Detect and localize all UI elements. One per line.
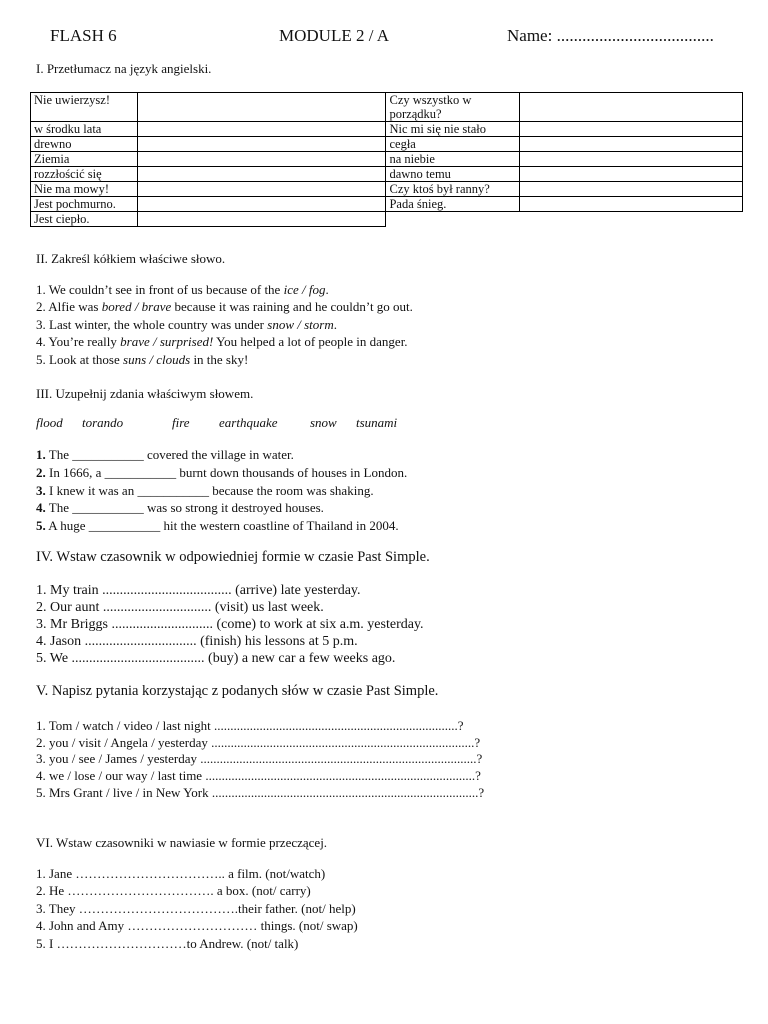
exercise-4-item: 4. Jason ................................ (finish) his lessons at 5 p.m. bbox=[36, 634, 358, 649]
answer-cell[interactable] bbox=[137, 167, 386, 182]
exercise-3-item: 3. I knew it was an ___________ because the room was shaking. bbox=[36, 483, 374, 498]
translation-table bbox=[30, 92, 743, 227]
section-1-title: I. Przetłumacz na język angielski. bbox=[36, 61, 212, 76]
empty-cell bbox=[386, 212, 520, 227]
answer-cell[interactable] bbox=[520, 167, 743, 182]
exercise-6-item: 3. They ……………………………….their father. (not/ help) bbox=[36, 901, 356, 916]
exercise-3-item: 4. The ___________ was so strong it destroyed houses. bbox=[36, 500, 324, 515]
table-cell: Czy wszystko w porządku? bbox=[386, 93, 520, 122]
section-4-title: IV. Wstaw czasownik w odpowiedniej formie w czasie Past Simple. bbox=[36, 549, 430, 565]
table-row bbox=[31, 122, 743, 137]
exercise-3-item: 2. In 1666, a ___________ burnt down thousands of houses in London. bbox=[36, 465, 408, 480]
exercise-5-item: 1. Tom / watch / video / last night ...........................................................................? bbox=[36, 718, 464, 733]
table-row bbox=[31, 182, 743, 197]
exercise-2-item: 4. You’re really brave / surprised! You helped a lot of people in danger. bbox=[36, 334, 408, 349]
answer-cell[interactable] bbox=[137, 182, 386, 197]
exercise-2-item: 1. We couldn’t see in front of us because of the ice / fog. bbox=[36, 282, 329, 297]
word-choice[interactable]: bored / brave bbox=[101, 299, 172, 314]
table-cell: dawno temu bbox=[386, 167, 520, 182]
name-field: Name: ..................................... bbox=[507, 26, 714, 45]
table-cell: w środku lata bbox=[31, 122, 138, 137]
word-bank-item: earthquake bbox=[219, 415, 278, 430]
module-label: MODULE 2 / A bbox=[279, 26, 390, 45]
exercise-4-item: 5. We ...................................... (buy) a new car a few weeks ago. bbox=[36, 651, 396, 666]
exercise-3-item: 5. A huge ___________ hit the western coastline of Thailand in 2004. bbox=[36, 518, 399, 533]
exercise-4-item: 2. Our aunt ............................... (visit) us last week. bbox=[36, 600, 324, 615]
exercise-6-item: 2. He ……………………………. a box. (not/ carry) bbox=[36, 883, 311, 898]
section-2-title: II. Zakreśl kółkiem właściwe słowo. bbox=[36, 251, 226, 266]
word-choice[interactable]: suns / clouds bbox=[123, 352, 191, 367]
word-bank-item: tsunami bbox=[356, 415, 398, 430]
answer-cell[interactable] bbox=[520, 197, 743, 212]
answer-cell[interactable] bbox=[520, 93, 743, 122]
empty-cell bbox=[520, 212, 743, 227]
exercise-5-item: 2. you / visit / Angela / yesterday .................................................................................? bbox=[36, 735, 481, 750]
section-3-title: III. Uzupełnij zdania właściwym słowem. bbox=[36, 386, 254, 401]
word-choice[interactable]: brave / surprised! bbox=[120, 334, 214, 349]
answer-cell[interactable] bbox=[520, 182, 743, 197]
answer-cell[interactable] bbox=[137, 93, 386, 122]
word-bank-item: fire bbox=[172, 415, 190, 430]
exercise-2-item: 2. Alfie was bored / brave because it was raining and he couldn’t go out. bbox=[36, 299, 413, 314]
table-cell: cegła bbox=[386, 137, 520, 152]
table-cell: Czy ktoś był ranny? bbox=[386, 182, 520, 197]
exercise-4-item: 3. Mr Briggs ............................. (come) to work at six a.m. yesterday. bbox=[36, 617, 424, 632]
word-choice[interactable]: snow / storm bbox=[267, 317, 334, 332]
table-cell: Jest ciepło. bbox=[31, 212, 138, 227]
exercise-5-item: 5. Mrs Grant / live / in New York ..................................................................................? bbox=[36, 785, 485, 800]
answer-cell[interactable] bbox=[520, 122, 743, 137]
table-row bbox=[31, 137, 743, 152]
table-cell: Pada śnieg. bbox=[386, 197, 520, 212]
table-cell: Nic mi się nie stało bbox=[386, 122, 520, 137]
word-bank bbox=[0, 415, 768, 433]
table-row bbox=[31, 212, 743, 227]
table-row bbox=[31, 167, 743, 182]
table-row bbox=[31, 93, 743, 122]
exercise-3-item: 1. The ___________ covered the village in water. bbox=[36, 447, 294, 462]
word-bank-item: snow bbox=[310, 415, 337, 430]
exercise-5-item: 4. we / lose / our way / last time ...................................................................................? bbox=[36, 768, 481, 783]
section-6-title: VI. Wstaw czasowniki w nawiasie w formie przeczącej. bbox=[36, 835, 328, 850]
exercise-6-item: 5. I …………………………to Andrew. (not/ talk) bbox=[36, 936, 299, 951]
table-row bbox=[31, 152, 743, 167]
answer-cell[interactable] bbox=[137, 122, 386, 137]
table-cell: Nie uwierzysz! bbox=[31, 93, 138, 122]
exercise-6-item: 4. John and Amy ………………………… things. (not/ swap) bbox=[36, 918, 358, 933]
table-cell: na niebie bbox=[386, 152, 520, 167]
table-cell: rozzłościć się bbox=[31, 167, 138, 182]
table-cell: Ziemia bbox=[31, 152, 138, 167]
exercise-6-item: 1. Jane …………………………….. a film. (not/watch) bbox=[36, 866, 326, 881]
table-cell: Jest pochmurno. bbox=[31, 197, 138, 212]
exercise-2-item: 5. Look at those suns / clouds in the sky! bbox=[36, 352, 249, 367]
word-choice[interactable]: ice / fog bbox=[283, 282, 326, 297]
answer-cell[interactable] bbox=[520, 152, 743, 167]
section-5-title: V. Napisz pytania korzystając z podanych słów w czasie Past Simple. bbox=[36, 683, 439, 699]
worksheet-title: FLASH 6 bbox=[50, 26, 117, 45]
word-bank-item: flood bbox=[36, 415, 63, 430]
exercise-4-item: 1. My train ..................................... (arrive) late yesterday. bbox=[36, 583, 361, 598]
answer-cell[interactable] bbox=[520, 137, 743, 152]
answer-cell[interactable] bbox=[137, 197, 386, 212]
table-cell: Nie ma mowy! bbox=[31, 182, 138, 197]
answer-cell[interactable] bbox=[137, 152, 386, 167]
exercise-2-item: 3. Last winter, the whole country was under snow / storm. bbox=[36, 317, 337, 332]
table-row bbox=[31, 197, 743, 212]
table-cell: drewno bbox=[31, 137, 138, 152]
answer-cell[interactable] bbox=[137, 212, 386, 227]
word-bank-item: torando bbox=[82, 415, 124, 430]
answer-cell[interactable] bbox=[137, 137, 386, 152]
exercise-5-item: 3. you / see / James / yesterday .....................................................................................? bbox=[36, 751, 483, 766]
